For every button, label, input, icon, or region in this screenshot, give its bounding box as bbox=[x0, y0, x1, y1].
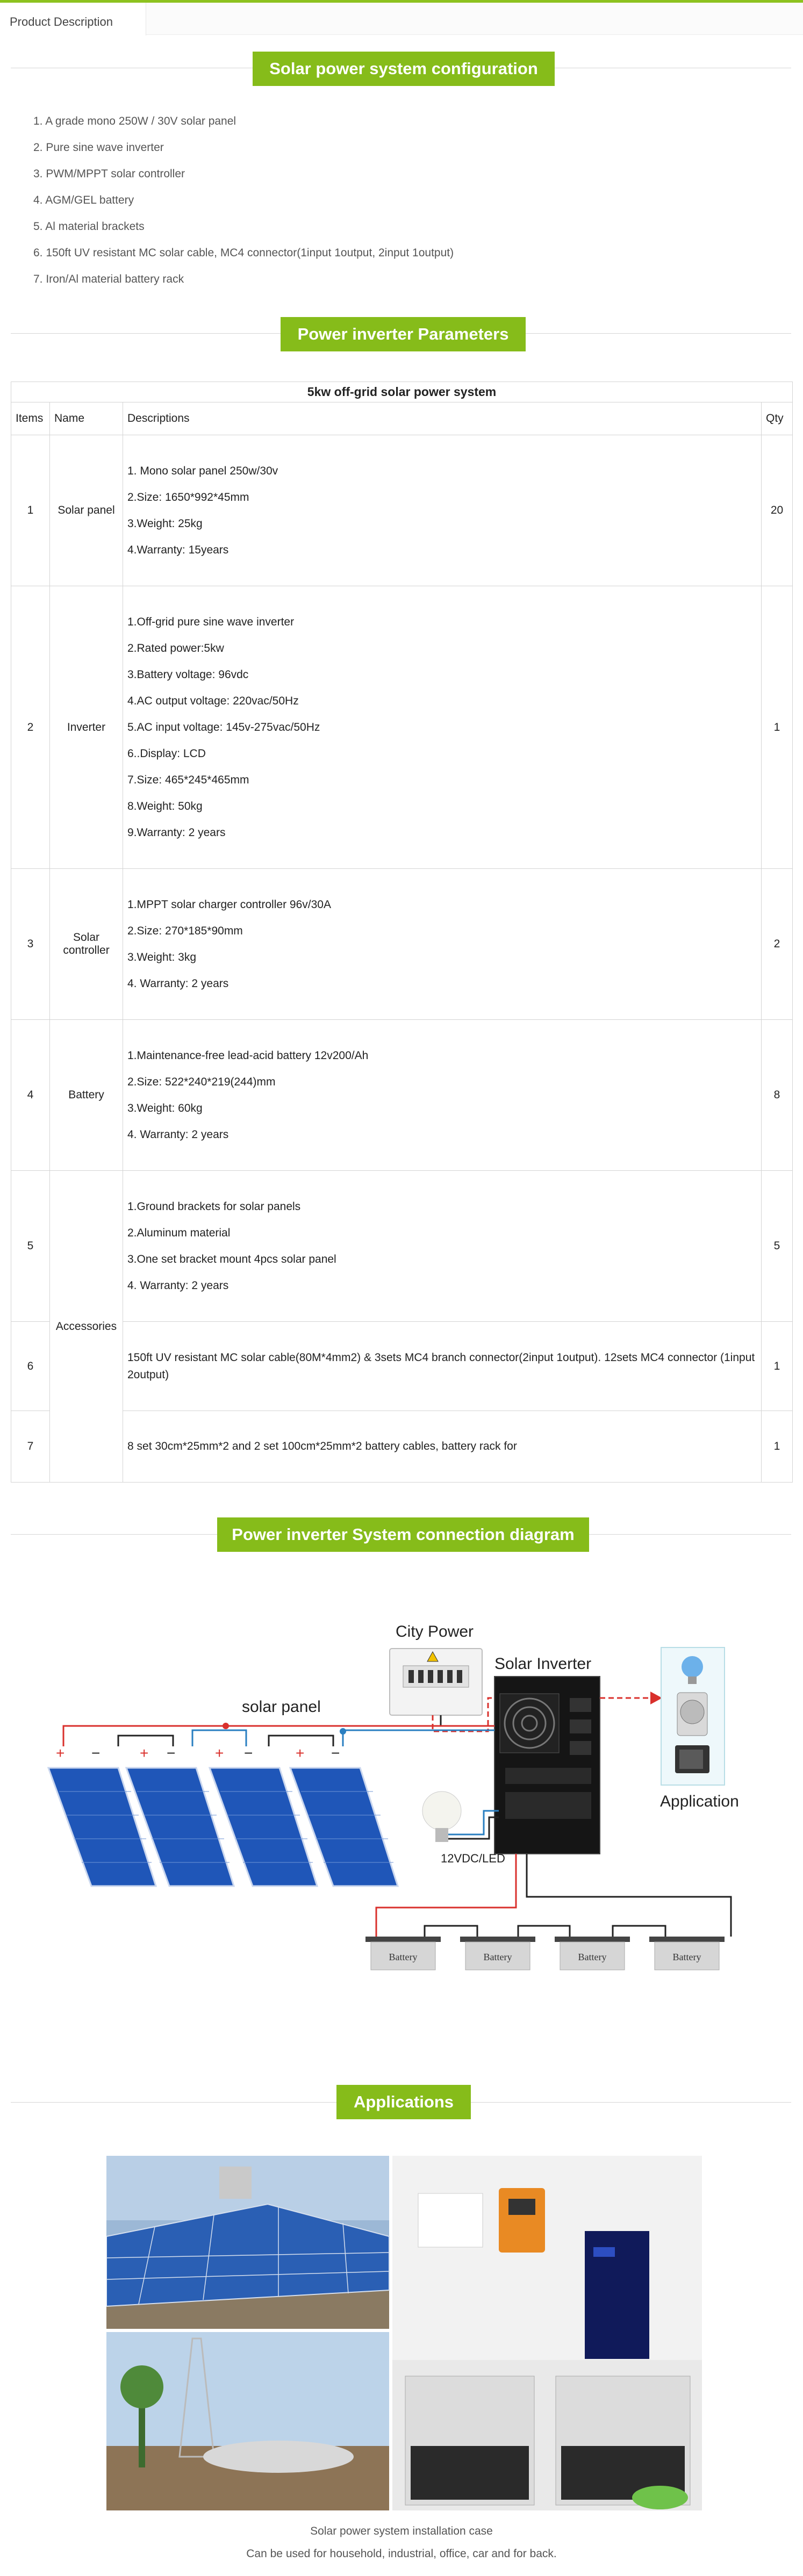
desc-line: 1.MPPT solar charger controller 96v/30A bbox=[127, 898, 331, 911]
desc-line: 2.Aluminum material bbox=[127, 1227, 231, 1239]
connection-diagram bbox=[32, 1607, 774, 2037]
led-label: 12VDC/LED bbox=[441, 1852, 505, 1865]
installation-photos bbox=[106, 2156, 702, 2510]
row-qty: 1 bbox=[762, 1411, 793, 1483]
svg-text:+: + bbox=[140, 1745, 149, 1761]
solar-panel-label: solar panel bbox=[242, 1698, 321, 1716]
photo-solar-field bbox=[106, 2156, 389, 2329]
section-title-parameters: Power inverter Parameters bbox=[281, 317, 526, 351]
battery-label: Battery bbox=[483, 1952, 512, 1962]
desc-line: 2.Size: 522*240*219(244)mm bbox=[127, 1076, 276, 1088]
row-description bbox=[123, 1322, 762, 1411]
solar-inverter-unit bbox=[494, 1676, 600, 1854]
battery-label: Battery bbox=[389, 1952, 418, 1962]
tab-product-description[interactable]: Product Description bbox=[0, 3, 146, 35]
config-item: 1. A grade mono 250W / 30V solar panel bbox=[33, 115, 236, 127]
header-descriptions: Descriptions bbox=[123, 402, 762, 435]
desc-line: 3.Battery voltage: 96vdc bbox=[127, 668, 249, 681]
photo-telecom-tower bbox=[106, 2332, 389, 2510]
svg-text:−: − bbox=[244, 1745, 253, 1761]
caption-usage: Can be used for household, industrial, office, car and for back. bbox=[246, 2548, 557, 2560]
desc-line: 3.Weight: 3kg bbox=[127, 951, 197, 963]
desc-line: 4. Warranty: 2 years bbox=[127, 977, 229, 990]
desc-line: 3.One set bracket mount 4pcs solar panel bbox=[127, 1253, 336, 1265]
application-label: Application bbox=[660, 1793, 739, 1810]
table-row bbox=[11, 586, 793, 869]
row-name: Battery bbox=[50, 1020, 123, 1171]
section-title-applications: Applications bbox=[336, 2085, 471, 2119]
row-item: 4 bbox=[11, 1020, 50, 1171]
row-qty: 1 bbox=[762, 586, 793, 869]
desc-line: 8 set 30cm*25mm*2 and 2 set 100cm*25mm*2 battery cables, battery rack for bbox=[127, 1440, 517, 1452]
city-power-box bbox=[390, 1649, 482, 1715]
row-description bbox=[123, 1171, 762, 1322]
parameters-table bbox=[11, 382, 793, 1483]
application-devices bbox=[661, 1647, 725, 1785]
desc-line: 4.Warranty: 15years bbox=[127, 544, 229, 556]
section-title-diagram: Power inverter System connection diagram bbox=[217, 1517, 589, 1552]
row-qty: 20 bbox=[762, 435, 793, 586]
svg-text:−: − bbox=[331, 1745, 340, 1761]
config-item: 2. Pure sine wave inverter bbox=[33, 141, 164, 154]
row-qty: 2 bbox=[762, 869, 793, 1020]
desc-line: 5.AC input voltage: 145v-275vac/50Hz bbox=[127, 721, 320, 733]
config-item: 7. Iron/Al material battery rack bbox=[33, 273, 184, 285]
desc-line: 1.Ground brackets for solar panels bbox=[127, 1200, 301, 1213]
config-item: 3. PWM/MPPT solar controller bbox=[33, 168, 185, 180]
desc-line: 2.Rated power:5kw bbox=[127, 642, 224, 654]
caption-installation: Solar power system installation case bbox=[310, 2525, 493, 2537]
city-power-label: City Power bbox=[396, 1623, 474, 1640]
tab-strip bbox=[0, 3, 803, 35]
solar-panel-array bbox=[48, 1768, 398, 1886]
led-bulb bbox=[422, 1791, 499, 1842]
desc-line: 4. Warranty: 2 years bbox=[127, 1128, 229, 1141]
row-description bbox=[123, 869, 762, 1020]
row-name: Solar controller bbox=[50, 869, 123, 1020]
desc-line: 4. Warranty: 2 years bbox=[127, 1279, 229, 1292]
configuration-list bbox=[33, 113, 732, 297]
row-item: 6 bbox=[11, 1322, 50, 1411]
svg-text:+: + bbox=[56, 1745, 65, 1761]
battery-label: Battery bbox=[578, 1952, 607, 1962]
battery-bank bbox=[365, 1937, 725, 1970]
desc-line: 1.Off-grid pure sine wave inverter bbox=[127, 616, 295, 628]
table-row bbox=[11, 1411, 793, 1483]
row-description bbox=[123, 586, 762, 869]
solar-inverter-label: Solar Inverter bbox=[494, 1655, 592, 1673]
desc-line: 2.Size: 270*185*90mm bbox=[127, 925, 243, 937]
section-title-configuration: Solar power system configuration bbox=[253, 52, 555, 86]
desc-line: 8.Weight: 50kg bbox=[127, 800, 203, 812]
row-qty: 5 bbox=[762, 1171, 793, 1322]
desc-line: 3.Weight: 25kg bbox=[127, 517, 203, 530]
row-item: 3 bbox=[11, 869, 50, 1020]
row-name: Solar panel bbox=[50, 435, 123, 586]
row-description bbox=[123, 1411, 762, 1483]
svg-text:−: − bbox=[91, 1745, 101, 1761]
battery-label: Battery bbox=[672, 1952, 701, 1962]
header-name: Name bbox=[50, 402, 123, 435]
desc-line: 9.Warranty: 2 years bbox=[127, 826, 226, 839]
row-name: Inverter bbox=[50, 586, 123, 869]
photo-indoor-equipment bbox=[392, 2156, 702, 2510]
table-caption: 5kw off-grid solar power system bbox=[11, 382, 793, 402]
row-description bbox=[123, 435, 762, 586]
config-item: 5. Al material brackets bbox=[33, 220, 145, 233]
row-description bbox=[123, 1020, 762, 1171]
table-header-row bbox=[11, 402, 793, 435]
table-row bbox=[11, 1171, 793, 1322]
desc-line: 2.Size: 1650*992*45mm bbox=[127, 491, 249, 503]
desc-line: 150ft UV resistant MC solar cable(80M*4mm2) & 3sets MC4 branch connector(2input 1output). 12sets MC4 connector (1input 2output) bbox=[127, 1351, 755, 1381]
desc-line: 6..Display: LCD bbox=[127, 747, 206, 760]
row-item: 2 bbox=[11, 586, 50, 869]
svg-text:−: − bbox=[167, 1745, 176, 1761]
row-item: 7 bbox=[11, 1411, 50, 1483]
table-row bbox=[11, 1322, 793, 1411]
table-row bbox=[11, 1020, 793, 1171]
desc-line: 7.Size: 465*245*465mm bbox=[127, 774, 249, 786]
row-qty: 1 bbox=[762, 1322, 793, 1411]
header-qty: Qty bbox=[762, 402, 793, 435]
desc-line: 3.Weight: 60kg bbox=[127, 1102, 203, 1114]
table-row bbox=[11, 435, 793, 586]
desc-line: 1. Mono solar panel 250w/30v bbox=[127, 465, 278, 477]
header-items: Items bbox=[11, 402, 50, 435]
row-name: Accessories bbox=[50, 1171, 123, 1483]
row-qty: 8 bbox=[762, 1020, 793, 1171]
config-item: 4. AGM/GEL battery bbox=[33, 194, 134, 206]
row-item: 1 bbox=[11, 435, 50, 586]
svg-text:+: + bbox=[296, 1745, 305, 1761]
table-row bbox=[11, 869, 793, 1020]
config-item: 6. 150ft UV resistant MC solar cable, MC4 connector(1input 1output, 2input 1output) bbox=[33, 247, 454, 259]
svg-text:+: + bbox=[215, 1745, 224, 1761]
row-item: 5 bbox=[11, 1171, 50, 1322]
desc-line: 4.AC output voltage: 220vac/50Hz bbox=[127, 695, 299, 707]
desc-line: 1.Maintenance-free lead-acid battery 12v200/Ah bbox=[127, 1049, 369, 1062]
